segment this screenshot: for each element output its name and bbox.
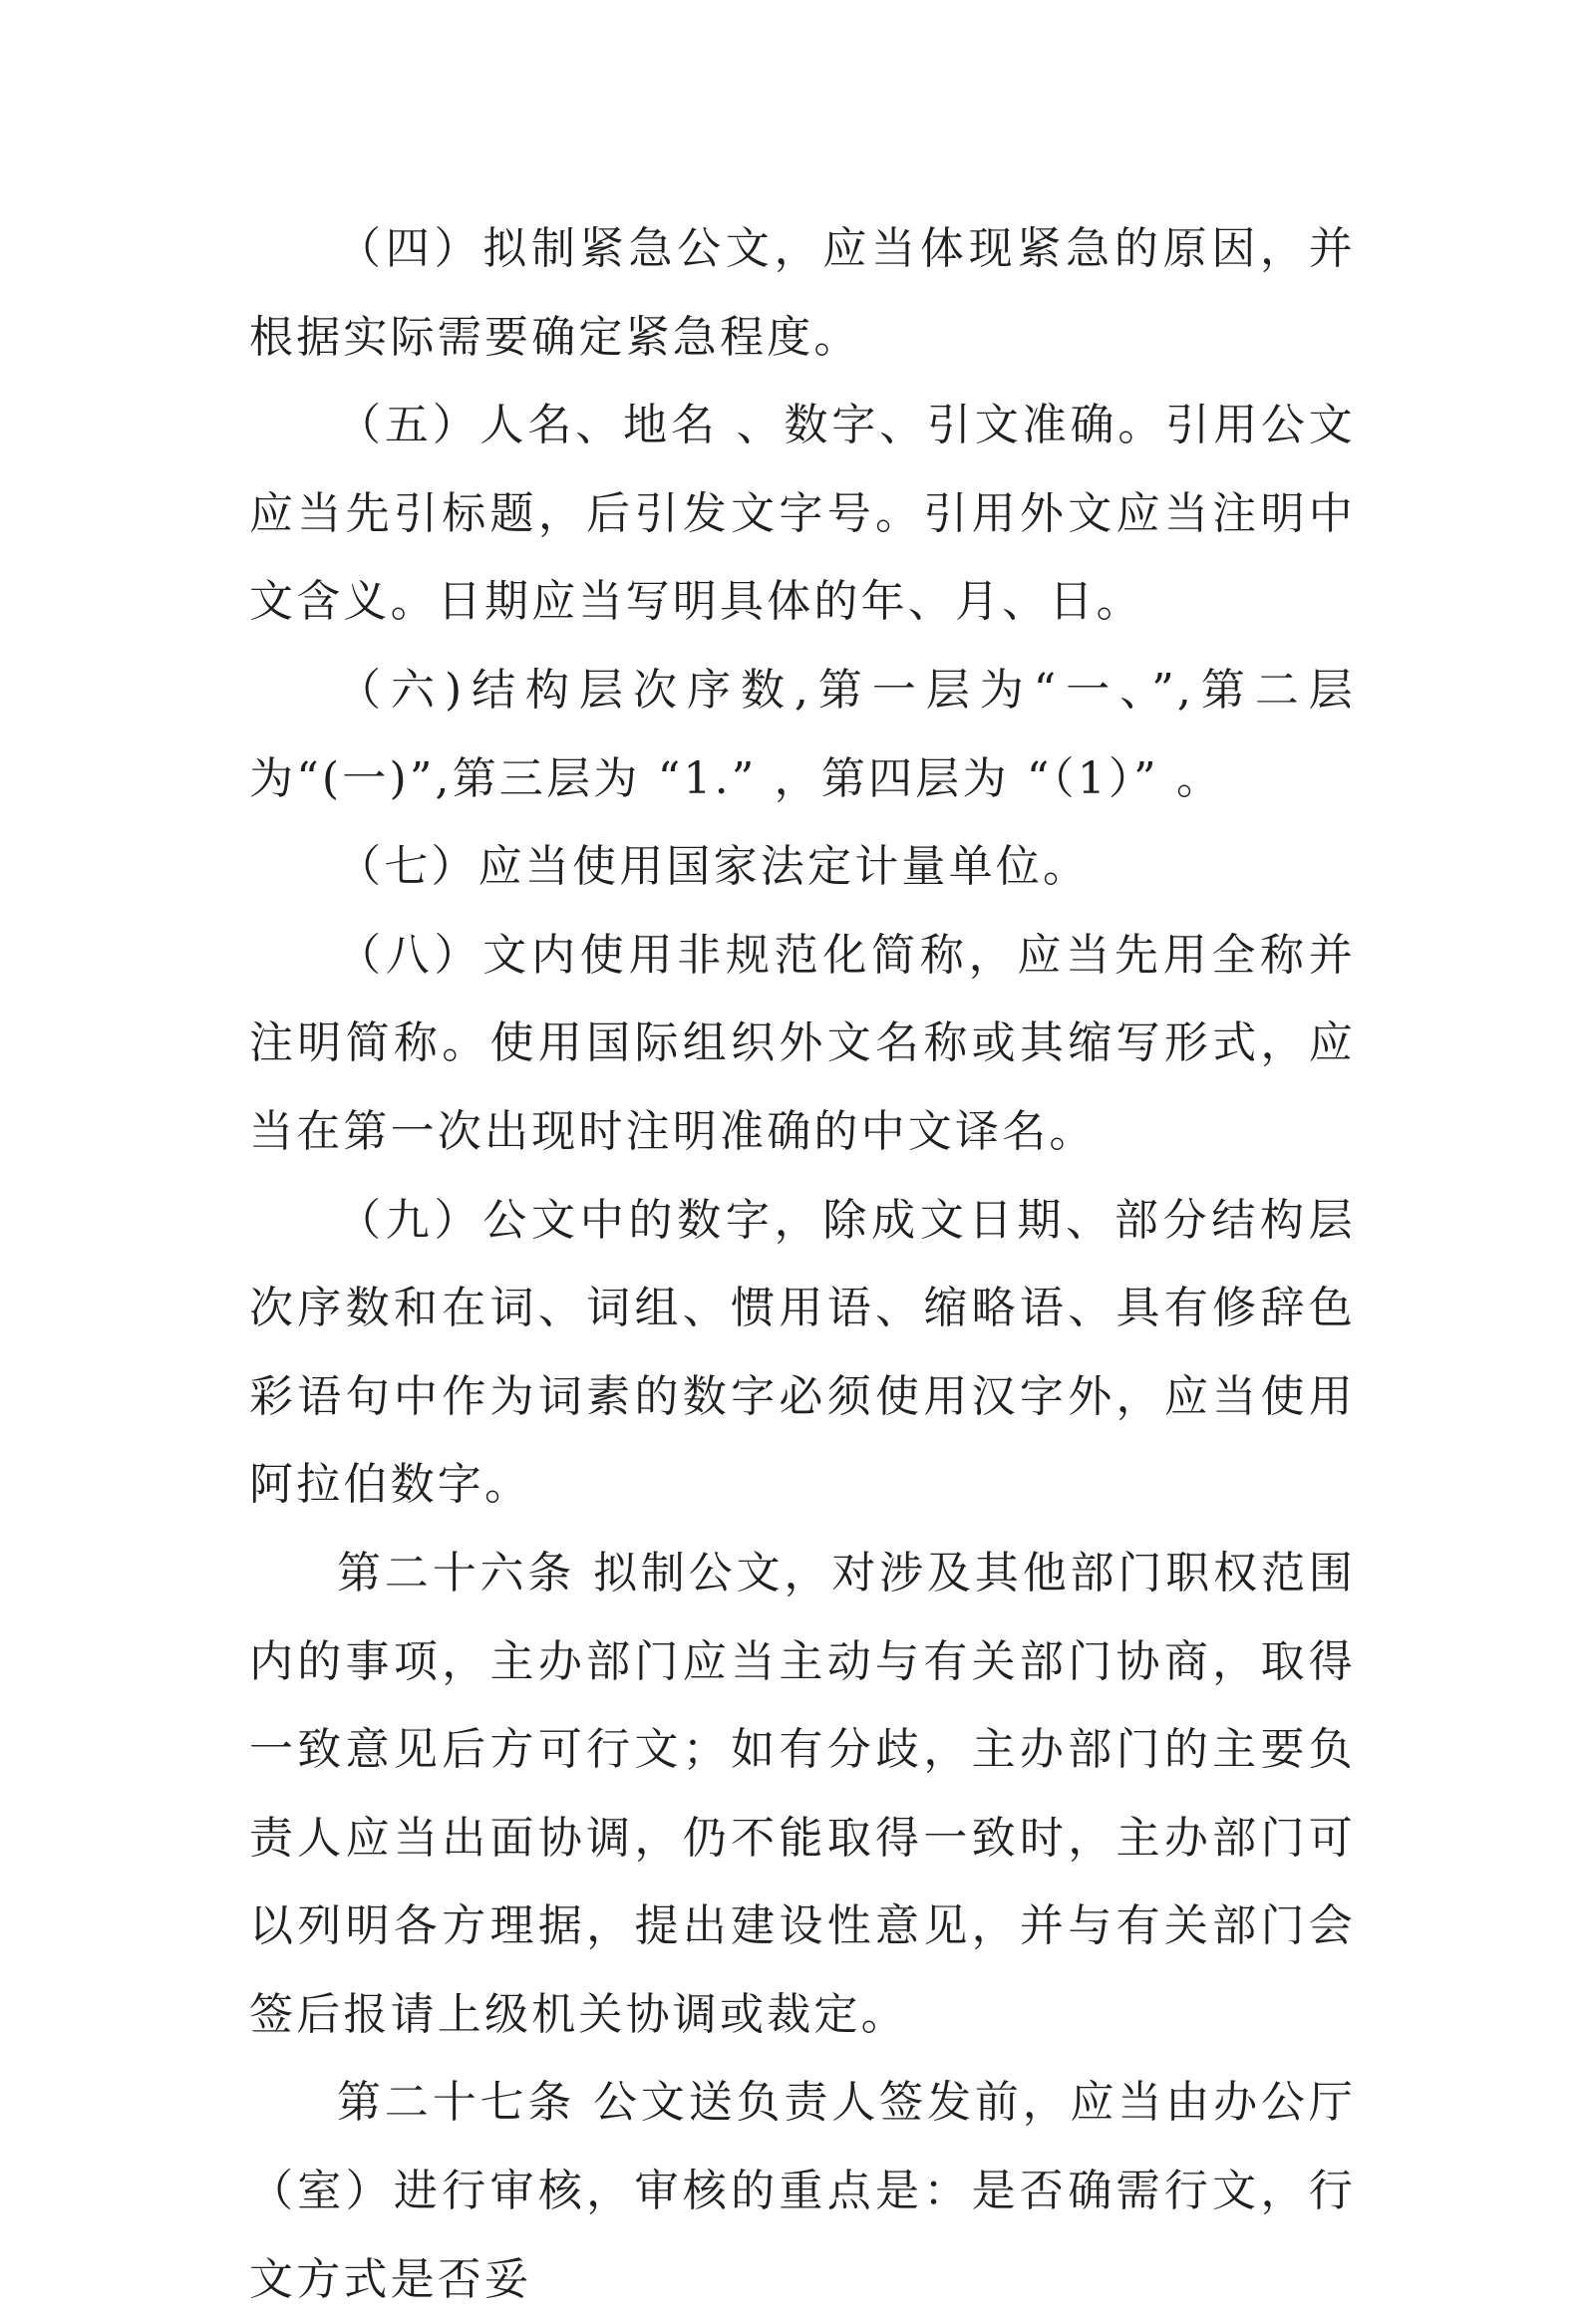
document-body — [249, 205, 1356, 2324]
paragraph-item-4-urgent: （四）拟制紧急公文，应当体现紧急的原因，并根据实际需要确定紧急程度。 — [249, 223, 1356, 363]
paragraph-item-8-abbreviations: （八）文内使用非规范化简称，应当先用全称并注明简称。使用国际组织外文名称或其缩写形式，应当在第一次出现时注明准确的中文译名。 — [249, 929, 1356, 1157]
paragraph-item-6-numbering: （六)结构层次序数,第一层为“一、”,第二层为“(一)”,第三层为 “1.” ，第四层为 “（1）” 。 — [249, 664, 1356, 804]
paragraph-article-27: 第二十七条 公文送负责人签发前，应当由办公厅（室）进行审核，审核的重点是：是否确需行文，行文方式是否妥 — [249, 2077, 1356, 2305]
paragraph-item-5-accuracy: （五）人名、地名 、数字、引文准确。引用公文应当先引标题，后引发文字号。引用外文应当注明中文含义。日期应当写明具体的年、月、日。 — [249, 400, 1356, 628]
paragraph-article-26: 第二十六条 拟制公文，对涉及其他部门职权范围内的事项，主办部门应当主动与有关部门协商，取得一致意见后方可行文；如有分歧，主办部门的主要负责人应当出面协调，仍不能取得一致时，主办部门可以列明各方理据，提出建设性意见，并与有关部门会签后报请上级机关协调或裁定。 — [249, 1547, 1356, 2040]
paragraph-item-7-units: （七）应当使用国家法定计量单位。 — [337, 841, 1091, 893]
paragraph-item-9-numbers: （九）公文中的数字，除成文日期、部分结构层次序数和在词、词组、惯用语、缩略语、具有修辞色彩语句中作为词素的数字必须使用汉字外，应当使用阿拉伯数字。 — [249, 1194, 1356, 1511]
